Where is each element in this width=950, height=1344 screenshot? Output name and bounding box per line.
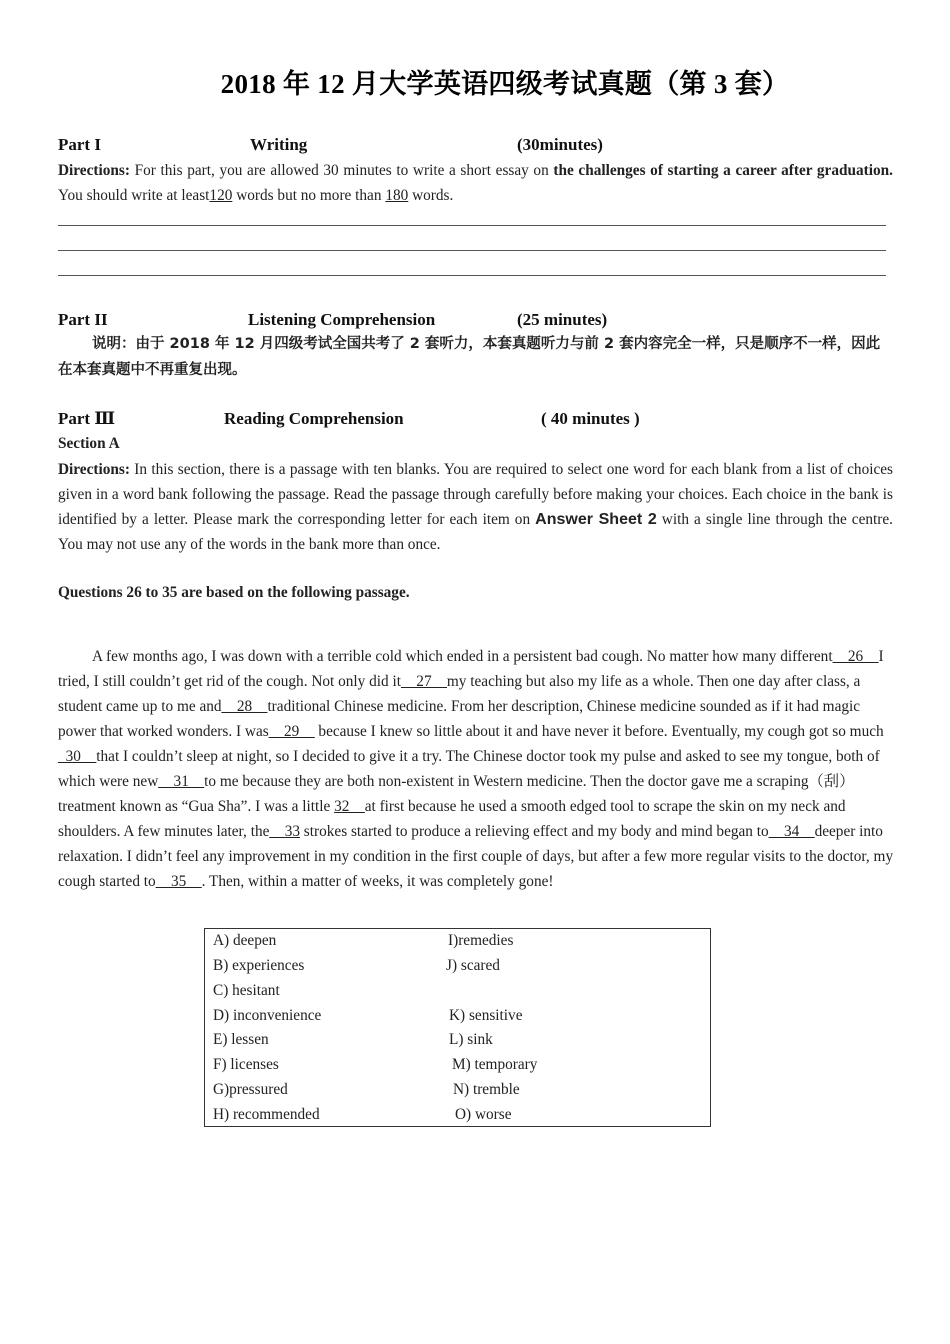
part3-name: Part Ⅲ [58,409,116,428]
part2-name: Part II [58,310,108,329]
part3-section: Reading Comprehension [224,409,404,428]
questions-header: Questions 26 to 35 are based on the following passage. [58,584,410,601]
passage-text: . Then, within a matter of weeks, it was completely gone! [201,873,554,890]
word-option-f[interactable]: F) licenses [213,1056,279,1073]
part1-header [58,135,898,157]
passage-text: that I couldn’t sleep at night, so I decided to give it a try. The Chinese doctor took my pulse and asked to see my tongue, both of which were new [58,748,880,790]
blank-29[interactable]: __29__ [268,723,315,740]
directions-text: You should write at least [58,187,210,204]
blank-35[interactable]: __35__ [155,873,202,890]
writing-line[interactable] [58,225,886,226]
directions-text: words but no more than [232,187,386,204]
answer-sheet-ref: Answer Sheet 2 [535,511,657,528]
passage-text: traditional Chinese medicine. From her description, Chinese medicine sounded as if it had magic power that worked wonders. I was [58,698,861,740]
word-option-j[interactable]: J) scared [446,957,500,974]
passage-text: my teaching but also my life as a whole. Then one day after class, a student came up to me and [58,673,861,715]
passage-text: deeper into relaxation. I didn’t feel any improvement in my condition in the first couple of days, but after a few more regular visits to the doctor, my cough started to [58,823,894,890]
word-option-i[interactable]: I)remedies [448,932,514,949]
directions-text: In this section, there is a passage with ten blanks. You are required to select one word for each blank from a list of choices given in a word bank following the passage. Read the passage through carefully before making your choices. Each choice in the bank is identified by a letter. Please mark the corresponding letter for each item on [58,461,893,528]
word-option-c[interactable]: C) hesitant [213,982,280,999]
blank-32[interactable]: 32__ [334,798,365,815]
section-a-title: Section A [58,435,120,452]
max-words: 180 [385,187,409,204]
part2-time: (25 minutes) [517,310,608,329]
blank-34[interactable]: __34__ [768,823,815,840]
part1-name: Part I [58,135,101,154]
blank-30[interactable]: _30__ [58,748,97,765]
word-option-e[interactable]: E) lessen [213,1031,269,1048]
directions-text: with a single line through the centre. You may not use any of the words in the bank more than once. [58,511,893,553]
word-option-k[interactable]: K) sensitive [449,1007,523,1024]
part3-directions [58,457,893,557]
passage-text: I tried, I still couldn’t get rid of the cough. Not only did it [58,648,884,690]
min-words: 120 [209,187,233,204]
writing-line[interactable] [58,250,886,251]
passage-text: strokes started to produce a relieving effect and my body and mind began to [299,823,769,840]
word-option-l[interactable]: L) sink [449,1031,493,1048]
word-option-h[interactable]: H) recommended [213,1106,320,1123]
writing-line[interactable] [58,275,886,276]
part2-section: Listening Comprehension [248,310,436,329]
word-option-o[interactable]: O) worse [455,1106,512,1123]
word-option-n[interactable]: N) tremble [453,1081,520,1098]
word-option-g[interactable]: G)pressured [213,1081,288,1098]
passage-text: A few months ago, I was down with a terrible cold which ended in a persistent bad cough. No matter how many different [92,648,833,665]
essay-topic: the challenges of starting a career after graduation. [553,162,893,179]
listening-note: 说明：由于 2018 年 12 月四级考试全国共考了 2 套听力，本套真题听力与前 2 套内容完全一样，只是顺序不一样，因此在本套真题中不再重复出现。 [58,336,881,378]
blank-33[interactable]: __33 [269,823,300,840]
part1-directions [58,158,893,208]
word-option-a[interactable]: A) deepen [213,932,277,949]
directions-text: words. [408,187,454,204]
directions-label: Directions: [58,461,130,478]
part2-header [58,310,898,332]
part3-time: ( 40 minutes ) [541,409,640,428]
passage-text: because I knew so little about it and have never it before. Eventually, my cough got so much [314,723,884,740]
passage-text: to me because they are both non-existent in Western medicine. Then the doctor gave me a scraping（刮）treatment known as “Gua Sha”. I was a little [58,773,855,815]
word-option-m[interactable]: M) temporary [452,1056,538,1073]
part1-time: (30minutes) [517,135,603,154]
word-bank [204,928,711,1127]
word-option-d[interactable]: D) inconvenience [213,1007,322,1024]
passage-text: at first because he used a smooth edged tool to scrape the skin on my neck and shoulders. A few minutes later, the [58,798,846,840]
page-title: 2018 年 12 月大学英语四级考试真题（第 3 套） [220,69,790,99]
blank-28[interactable]: __28__ [221,698,268,715]
directions-text: For this part, you are allowed 30 minutes to write a short essay on [129,162,554,179]
blank-26[interactable]: __26__ [832,648,879,665]
directions-label: Directions: [58,162,130,179]
reading-passage [58,644,896,894]
part1-section: Writing [250,135,308,154]
blank-27[interactable]: __27__ [401,673,447,690]
blank-31[interactable]: __31__ [158,773,205,790]
word-option-b[interactable]: B) experiences [213,957,305,974]
part3-header [58,409,898,431]
